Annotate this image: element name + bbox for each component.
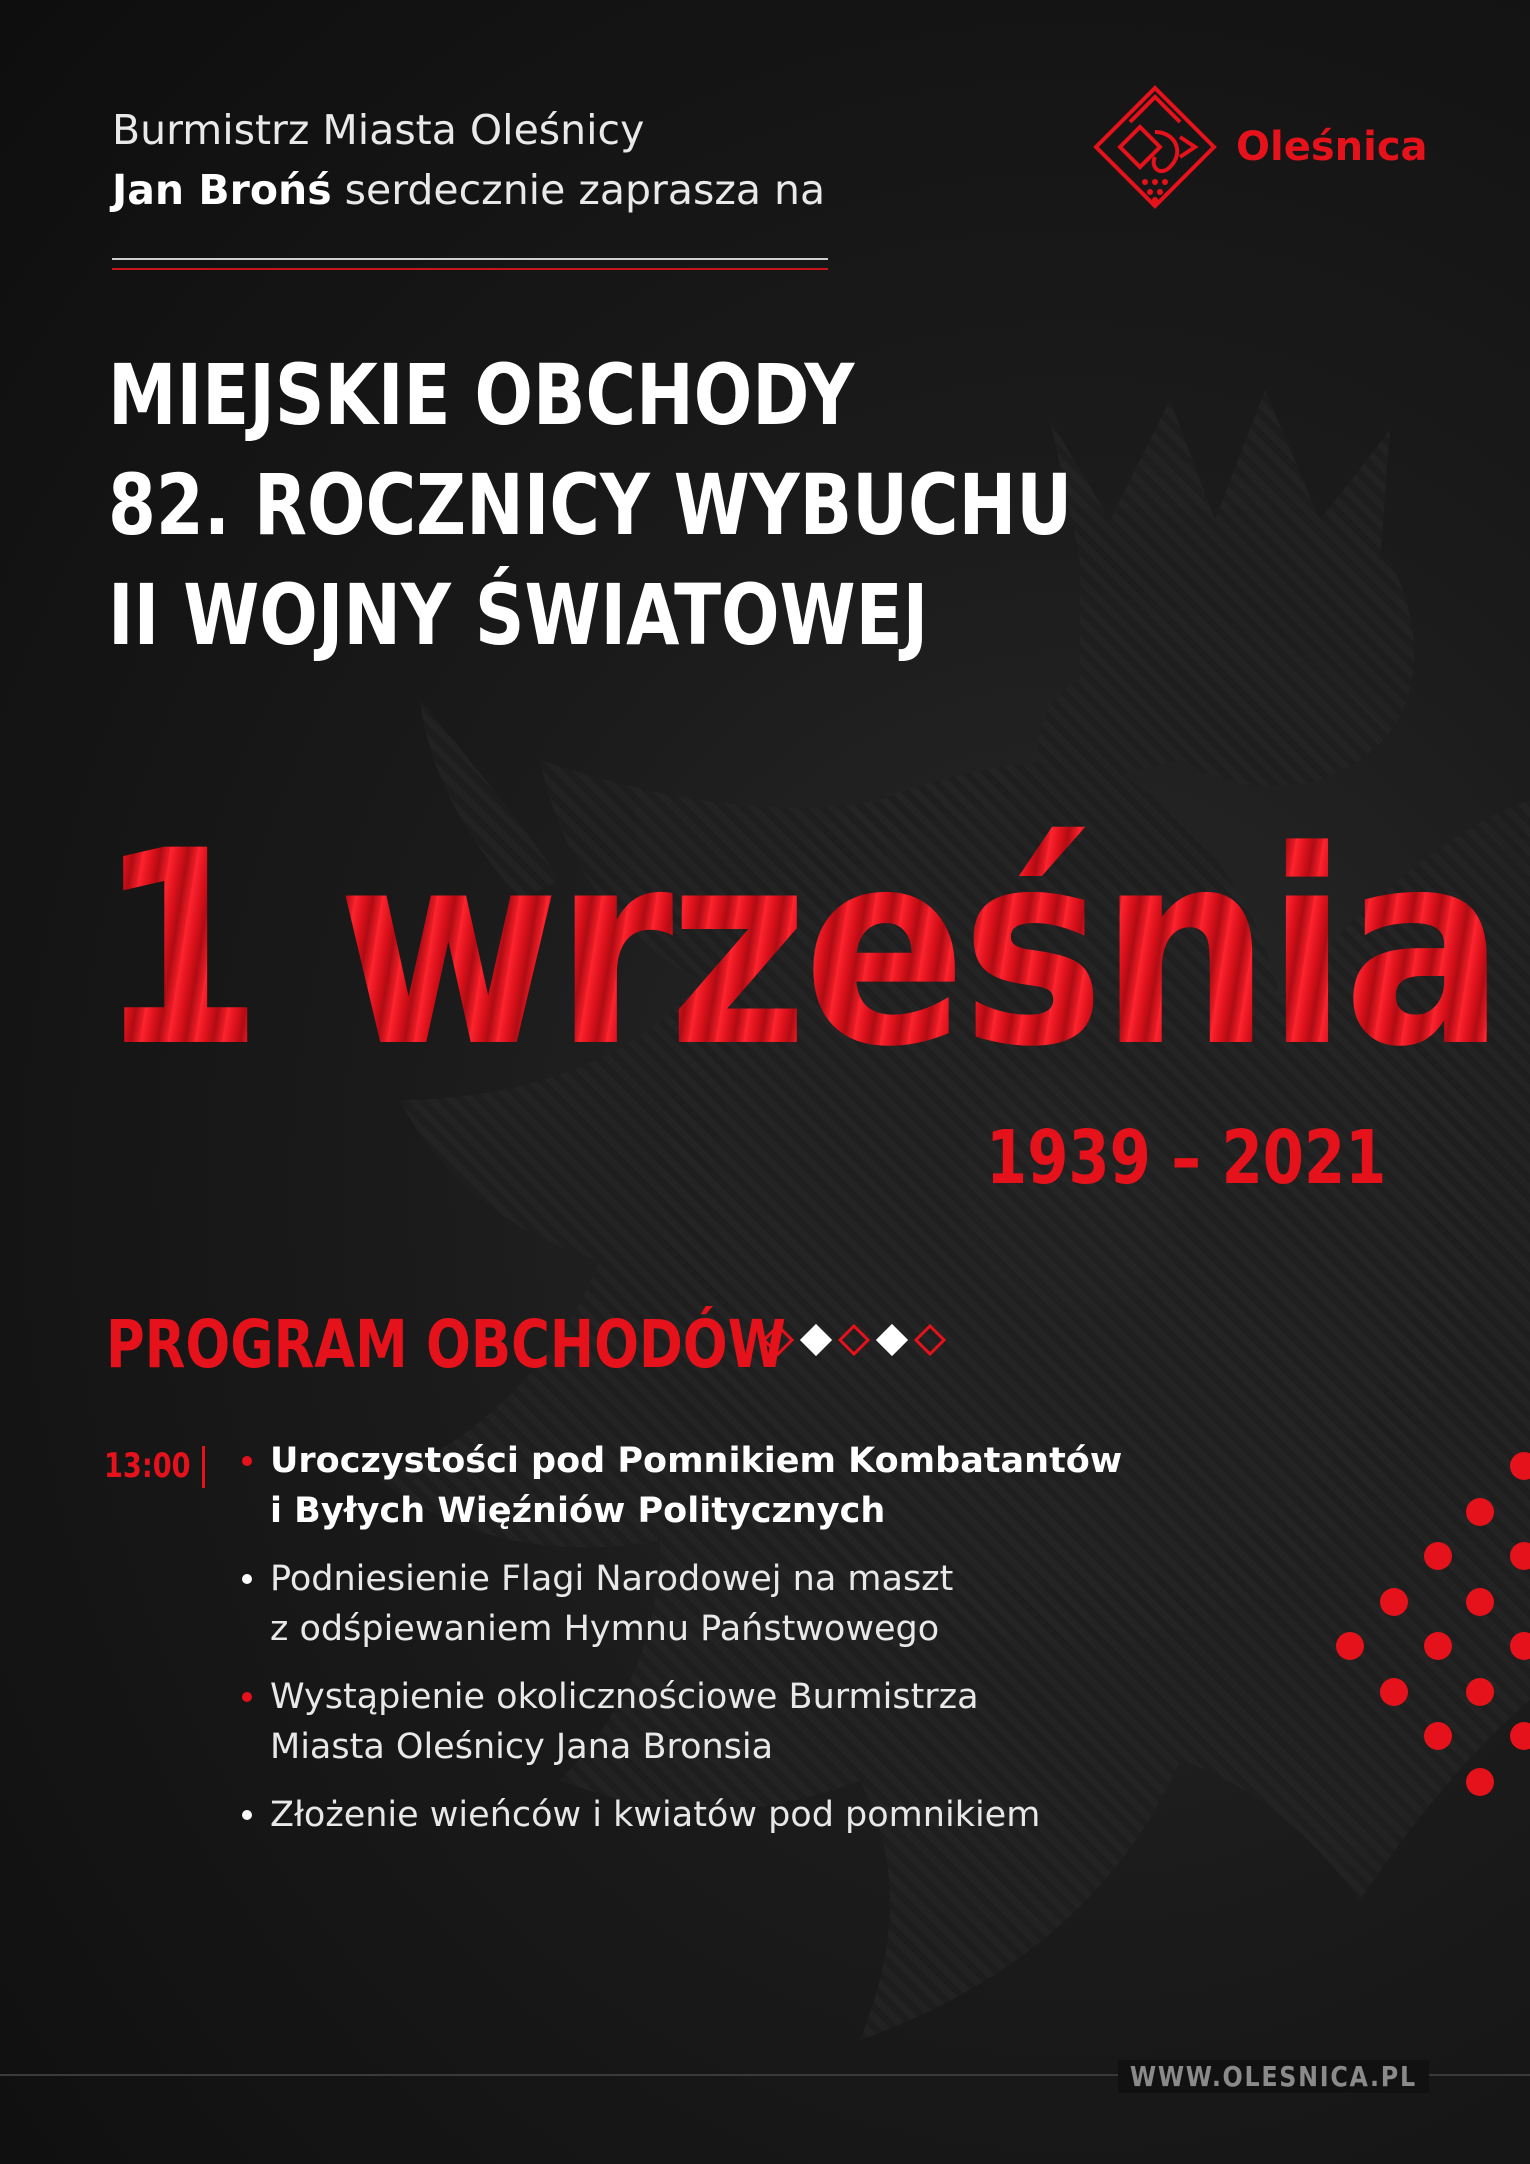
- years-range: 1939 – 2021: [986, 1115, 1387, 1201]
- bullet-icon: [242, 1456, 252, 1466]
- main-title: [108, 340, 1108, 670]
- logo-text: Oleśnica: [1236, 124, 1428, 170]
- invitation-text: [112, 100, 825, 220]
- bullet-icon: [242, 1574, 252, 1584]
- red-dot-pattern-icon: [1320, 1440, 1530, 1820]
- bullet-icon: [242, 1810, 252, 1820]
- title-line-2: 82. ROCZNICY WYBUCHU: [108, 456, 1073, 554]
- diamond-row-icon: [760, 1320, 950, 1360]
- program-title: PROGRAM OBCHODÓW: [106, 1306, 786, 1383]
- list-item: Wystąpienie okolicznościowe Burmistrza Miasta Oleśnicy Jana Bronsia: [240, 1672, 1200, 1772]
- olesnica-diamond-logo-icon: [1090, 82, 1220, 212]
- divider-red: [112, 268, 828, 270]
- event-time: 13:00: [104, 1446, 191, 1486]
- list-item: Złożenie wieńców i kwiatów pod pomnikiem: [240, 1790, 1200, 1840]
- title-line-1: MIEJSKIE OBCHODY: [108, 346, 855, 444]
- invite-line-2: [112, 160, 825, 220]
- title-line-3: II WOJNY ŚWIATOWEJ: [108, 566, 929, 664]
- website-link[interactable]: WWW.OLESNICA.PL: [1118, 2060, 1429, 2093]
- big-date: 1 września: [96, 794, 1501, 1106]
- mayor-name: Jan Brońś: [112, 166, 332, 214]
- invite-rest: serdecznie zaprasza na: [331, 166, 826, 214]
- invite-line-1: Burmistrz Miasta Oleśnicy: [112, 106, 645, 154]
- time-separator: [202, 1446, 205, 1488]
- program-list: [240, 1436, 1200, 1858]
- list-item: Uroczystości pod Pomnikiem Kombatantów i Byłych Więźniów Politycznych: [240, 1436, 1200, 1536]
- list-item: Podniesienie Flagi Narodowej na maszt z odśpiewaniem Hymnu Państwowego: [240, 1554, 1200, 1654]
- divider-white: [112, 258, 828, 260]
- bullet-icon: [242, 1692, 252, 1702]
